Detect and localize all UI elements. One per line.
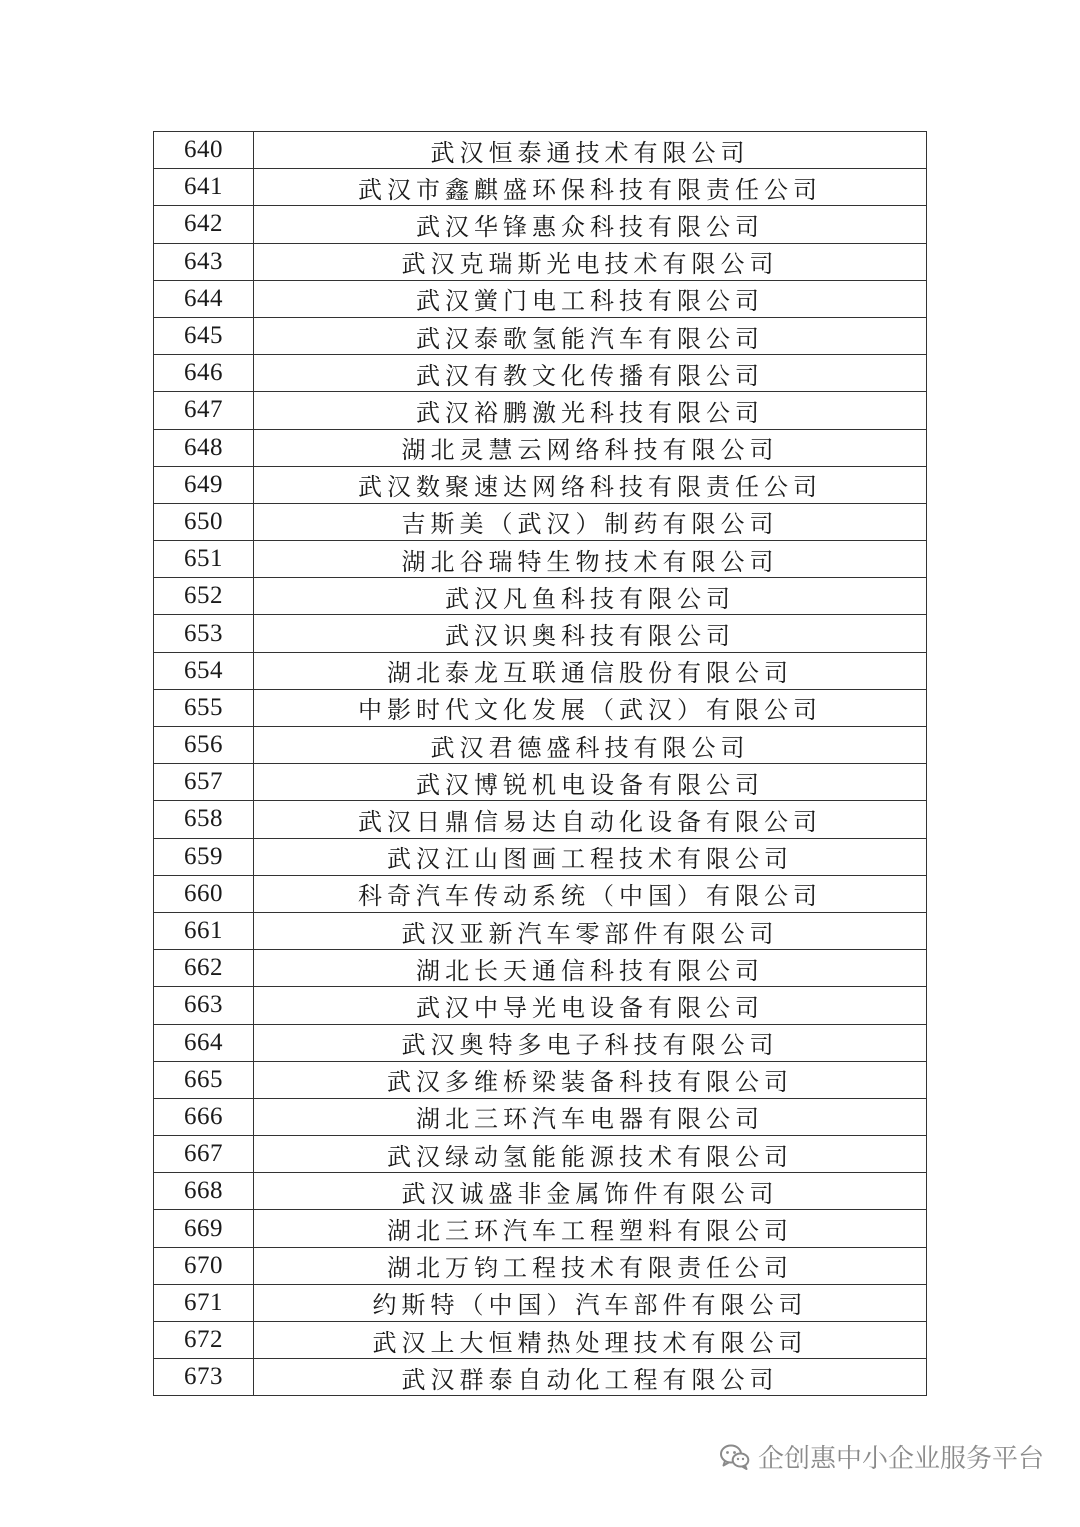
- row-number-cell: 645: [154, 317, 254, 354]
- table-row: [154, 1359, 927, 1396]
- row-number-cell: 672: [154, 1322, 254, 1359]
- company-name-cell: 武汉中导光电设备有限公司: [254, 987, 927, 1024]
- row-number-cell: 655: [154, 689, 254, 726]
- table-row: [154, 169, 927, 206]
- table-row: [154, 1098, 927, 1135]
- row-number-cell: 644: [154, 280, 254, 317]
- table-row: [154, 652, 927, 689]
- row-number-cell: 640: [154, 132, 254, 169]
- wechat-icon: [720, 1444, 750, 1470]
- watermark-text: 企创惠中小企业服务平台: [757, 1444, 1044, 1474]
- row-number-cell: 647: [154, 392, 254, 429]
- table-row: [154, 764, 927, 801]
- row-number-cell: 666: [154, 1098, 254, 1135]
- table-row: [154, 1061, 927, 1098]
- row-number-cell: 659: [154, 838, 254, 875]
- table-row: [154, 1024, 927, 1061]
- row-number-cell: 668: [154, 1173, 254, 1210]
- table-row: [154, 392, 927, 429]
- row-number-cell: 661: [154, 912, 254, 949]
- company-name-cell: 武汉江山图画工程技术有限公司: [254, 838, 927, 875]
- company-name-cell: 湖北万钧工程技术有限责任公司: [254, 1247, 927, 1284]
- company-name-cell: 武汉日鼎信易达自动化设备有限公司: [254, 801, 927, 838]
- company-name-cell: 武汉博锐机电设备有限公司: [254, 764, 927, 801]
- table-row: [154, 132, 927, 169]
- company-name-cell: 武汉恒泰通技术有限公司: [254, 132, 927, 169]
- row-number-cell: 646: [154, 355, 254, 392]
- table-row: [154, 1210, 927, 1247]
- company-name-cell: 武汉凡鱼科技有限公司: [254, 578, 927, 615]
- table-row: [154, 429, 927, 466]
- table-row: [154, 578, 927, 615]
- table-row: [154, 1247, 927, 1284]
- table-row: [154, 1284, 927, 1321]
- row-number-cell: 649: [154, 466, 254, 503]
- company-name-cell: 武汉克瑞斯光电技术有限公司: [254, 243, 927, 280]
- row-number-cell: 651: [154, 541, 254, 578]
- table-row: [154, 727, 927, 764]
- row-number-cell: 656: [154, 727, 254, 764]
- watermark: [720, 1438, 1044, 1475]
- row-number-cell: 643: [154, 243, 254, 280]
- table-row: [154, 1173, 927, 1210]
- table-row: [154, 838, 927, 875]
- company-name-cell: 武汉诚盛非金属饰件有限公司: [254, 1173, 927, 1210]
- table-row: [154, 280, 927, 317]
- row-number-cell: 652: [154, 578, 254, 615]
- table-row: [154, 1322, 927, 1359]
- table-row: [154, 801, 927, 838]
- row-number-cell: 654: [154, 652, 254, 689]
- company-name-cell: 武汉华锋惠众科技有限公司: [254, 206, 927, 243]
- company-name-cell: 武汉识奥科技有限公司: [254, 615, 927, 652]
- row-number-cell: 670: [154, 1247, 254, 1284]
- table-row: [154, 355, 927, 392]
- row-number-cell: 657: [154, 764, 254, 801]
- company-name-cell: 武汉上大恒精热处理技术有限公司: [254, 1322, 927, 1359]
- table-row: [154, 987, 927, 1024]
- row-number-cell: 650: [154, 503, 254, 540]
- company-name-cell: 武汉黉门电工科技有限公司: [254, 280, 927, 317]
- table-row: [154, 317, 927, 354]
- row-number-cell: 667: [154, 1136, 254, 1173]
- company-name-cell: 湖北泰龙互联通信股份有限公司: [254, 652, 927, 689]
- row-number-cell: 660: [154, 875, 254, 912]
- company-name-cell: 湖北三环汽车电器有限公司: [254, 1098, 927, 1135]
- row-number-cell: 663: [154, 987, 254, 1024]
- row-number-cell: 662: [154, 950, 254, 987]
- table-row: [154, 243, 927, 280]
- company-name-cell: 湖北谷瑞特生物技术有限公司: [254, 541, 927, 578]
- company-name-cell: 武汉多维桥梁装备科技有限公司: [254, 1061, 927, 1098]
- row-number-cell: 671: [154, 1284, 254, 1321]
- company-name-cell: 武汉奥特多电子科技有限公司: [254, 1024, 927, 1061]
- row-number-cell: 641: [154, 169, 254, 206]
- table-row: [154, 206, 927, 243]
- company-name-cell: 武汉亚新汽车零部件有限公司: [254, 912, 927, 949]
- company-name-cell: 湖北长天通信科技有限公司: [254, 950, 927, 987]
- company-name-cell: 武汉市鑫麒盛环保科技有限责任公司: [254, 169, 927, 206]
- company-name-cell: 科奇汽车传动系统（中国）有限公司: [254, 875, 927, 912]
- company-name-cell: 武汉绿动氢能能源技术有限公司: [254, 1136, 927, 1173]
- company-name-cell: 湖北灵慧云网络科技有限公司: [254, 429, 927, 466]
- table-row: [154, 689, 927, 726]
- row-number-cell: 658: [154, 801, 254, 838]
- company-name-cell: 武汉数聚速达网络科技有限责任公司: [254, 466, 927, 503]
- table-row: [154, 875, 927, 912]
- table-row: [154, 1136, 927, 1173]
- company-name-cell: 湖北三环汽车工程塑料有限公司: [254, 1210, 927, 1247]
- row-number-cell: 664: [154, 1024, 254, 1061]
- company-name-cell: 武汉群泰自动化工程有限公司: [254, 1359, 927, 1396]
- table-row: [154, 466, 927, 503]
- company-list-body: [154, 132, 927, 1396]
- company-name-cell: 中影时代文化发展（武汉）有限公司: [254, 689, 927, 726]
- company-name-cell: 武汉君德盛科技有限公司: [254, 727, 927, 764]
- company-list-table: [153, 131, 927, 1396]
- table-row: [154, 541, 927, 578]
- company-name-cell: 武汉裕鹏激光科技有限公司: [254, 392, 927, 429]
- row-number-cell: 653: [154, 615, 254, 652]
- company-name-cell: 武汉有教文化传播有限公司: [254, 355, 927, 392]
- row-number-cell: 648: [154, 429, 254, 466]
- table-row: [154, 912, 927, 949]
- table-row: [154, 503, 927, 540]
- company-name-cell: 约斯特（中国）汽车部件有限公司: [254, 1284, 927, 1321]
- row-number-cell: 665: [154, 1061, 254, 1098]
- row-number-cell: 673: [154, 1359, 254, 1396]
- row-number-cell: 669: [154, 1210, 254, 1247]
- row-number-cell: 642: [154, 206, 254, 243]
- company-name-cell: 吉斯美（武汉）制药有限公司: [254, 503, 927, 540]
- table-row: [154, 950, 927, 987]
- table-row: [154, 615, 927, 652]
- company-name-cell: 武汉泰歌氢能汽车有限公司: [254, 317, 927, 354]
